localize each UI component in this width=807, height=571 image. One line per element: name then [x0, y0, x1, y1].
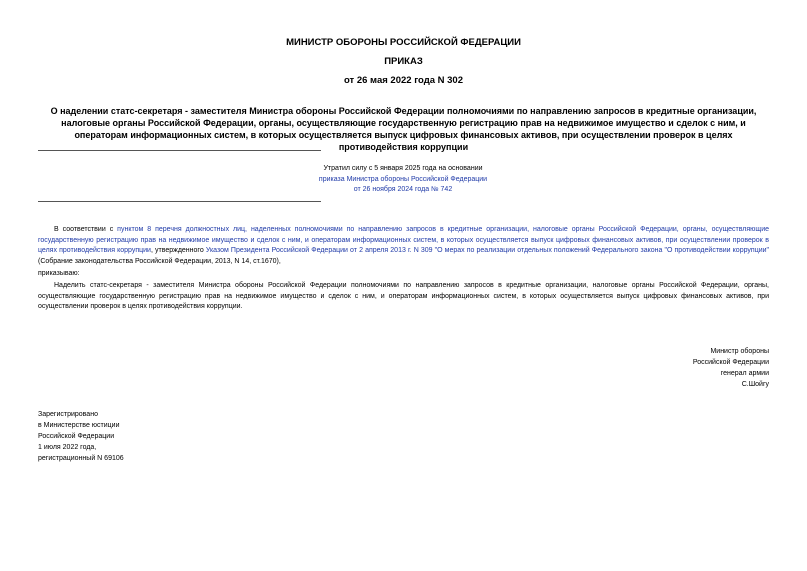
document-title: О наделении статс-секретаря - заместителя Министра обороны Российской Федерации полномочиями по направлению запросов в кредитные организации, налоговые органы Российской Федерации, органы, осуществляющие государственную регистрацию прав на недвижимое имущество и сделок с ним, и операторам информационных систем, в которых осуществляется выпуск цифровых финансовых активов, при осуществлении проверок в целях противодействия коррупции	[50, 106, 757, 152]
signature-name: С.Шойгу	[741, 381, 769, 388]
repeal-order-date-link[interactable]: от 26 ноября 2024 года № 742	[353, 186, 453, 193]
ordered-word: приказываю:	[38, 270, 80, 277]
divider-bottom	[38, 201, 321, 202]
list-item-8-link[interactable]: пунктом 8 перечня должностных лиц, наделенных полномочиями по направлению запросов в кредитные организации, налоговые органы Российской Федерации, органы, осуществляющие государственную регистрацию прав на недвижимое имущество и сделок с ним, и операторам информационных систем, в которых осуществляется выпуск цифровых финансовых активов, при осуществлении проверок в целях противодействия коррупции	[38, 226, 769, 254]
repeal-order-link[interactable]: приказа Министра обороны Российской Федерации	[318, 175, 488, 183]
ministry-heading: МИНИСТР ОБОРОНЫ РОССИЙСКОЙ ФЕДЕРАЦИИ	[286, 37, 521, 48]
signature-rank: генерал армии	[720, 370, 769, 377]
registration-date: 1 июля 2022 года,	[38, 444, 97, 451]
order-paragraph: Наделить статс-секретаря - заместителя Министра обороны Российской Федерации полномочиями по направлению запросов в кредитные организации, налоговые органы Российской Федерации, органы, осуществляющие государственную регистрацию прав на недвижимое имущество и сделок с ним, и операторам информационных систем, в которых осуществляется выпуск цифровых финансовых активов, при осуществлении проверок в целях противодействия коррупции.	[38, 282, 769, 310]
signature-country: Российской Федерации	[692, 359, 769, 366]
preamble-prefix: В соответствии с	[54, 226, 118, 233]
registration-ministry: в Министерстве юстиции	[38, 422, 120, 429]
registration-country: Российской Федерации	[38, 433, 115, 440]
registration-number: регистрационный N 69106	[38, 455, 124, 462]
preamble-suffix: (Собрание законодательства Российской Федерации, 2013, N 14, ст.1670),	[38, 257, 281, 265]
preamble-mid: , утвержденного	[150, 247, 206, 254]
divider-top	[38, 150, 321, 151]
presidential-decree-link[interactable]: Указом Президента Российской Федерации от 2 апреля 2013 г. N 309 "О мерах по реализации отдельных положений Федерального закона "О противодействии коррупции"	[205, 247, 770, 254]
doc-type-heading: ПРИКАЗ	[384, 56, 423, 67]
signature-position: Министр обороны	[710, 348, 769, 355]
date-number-heading: от 26 мая 2022 года N 302	[343, 75, 464, 86]
repeal-notice-line: Утратил силу с 5 января 2025 года на основании	[323, 165, 483, 172]
registration-label: Зарегистрировано	[38, 411, 98, 418]
preamble-paragraph	[38, 225, 769, 267]
